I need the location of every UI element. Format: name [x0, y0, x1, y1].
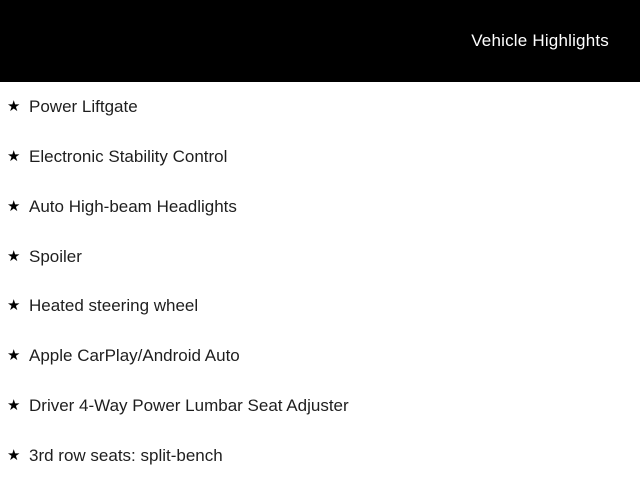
- star-icon: ★: [7, 446, 21, 464]
- star-icon: ★: [7, 98, 21, 116]
- list-item-label: Heated steering wheel: [29, 296, 199, 316]
- list-item: [0, 182, 640, 232]
- header-bar: [0, 0, 640, 82]
- list-item-label: Electronic Stability Control: [29, 147, 228, 167]
- list-item-label: Auto High-beam Headlights: [29, 196, 237, 216]
- list-item: [0, 381, 640, 431]
- star-icon: ★: [7, 197, 21, 215]
- list-item: [0, 430, 640, 480]
- list-item-label: Spoiler: [29, 246, 82, 266]
- star-icon: ★: [7, 297, 21, 315]
- list-item-label: Power Liftgate: [29, 97, 138, 117]
- list-item: [0, 331, 640, 381]
- star-icon: ★: [7, 347, 21, 365]
- list-item-label: 3rd row seats: split-bench: [29, 445, 223, 465]
- highlights-list: [0, 82, 640, 480]
- list-item-label: Driver 4-Way Power Lumbar Seat Adjuster: [29, 395, 349, 415]
- star-icon: ★: [7, 247, 21, 265]
- page-title: Vehicle Highlights: [471, 31, 609, 50]
- list-item: [0, 281, 640, 331]
- list-item: [0, 82, 640, 132]
- star-icon: ★: [7, 148, 21, 166]
- list-item: [0, 231, 640, 281]
- list-item-label: Apple CarPlay/Android Auto: [29, 346, 240, 366]
- star-icon: ★: [7, 396, 21, 414]
- list-item: [0, 132, 640, 182]
